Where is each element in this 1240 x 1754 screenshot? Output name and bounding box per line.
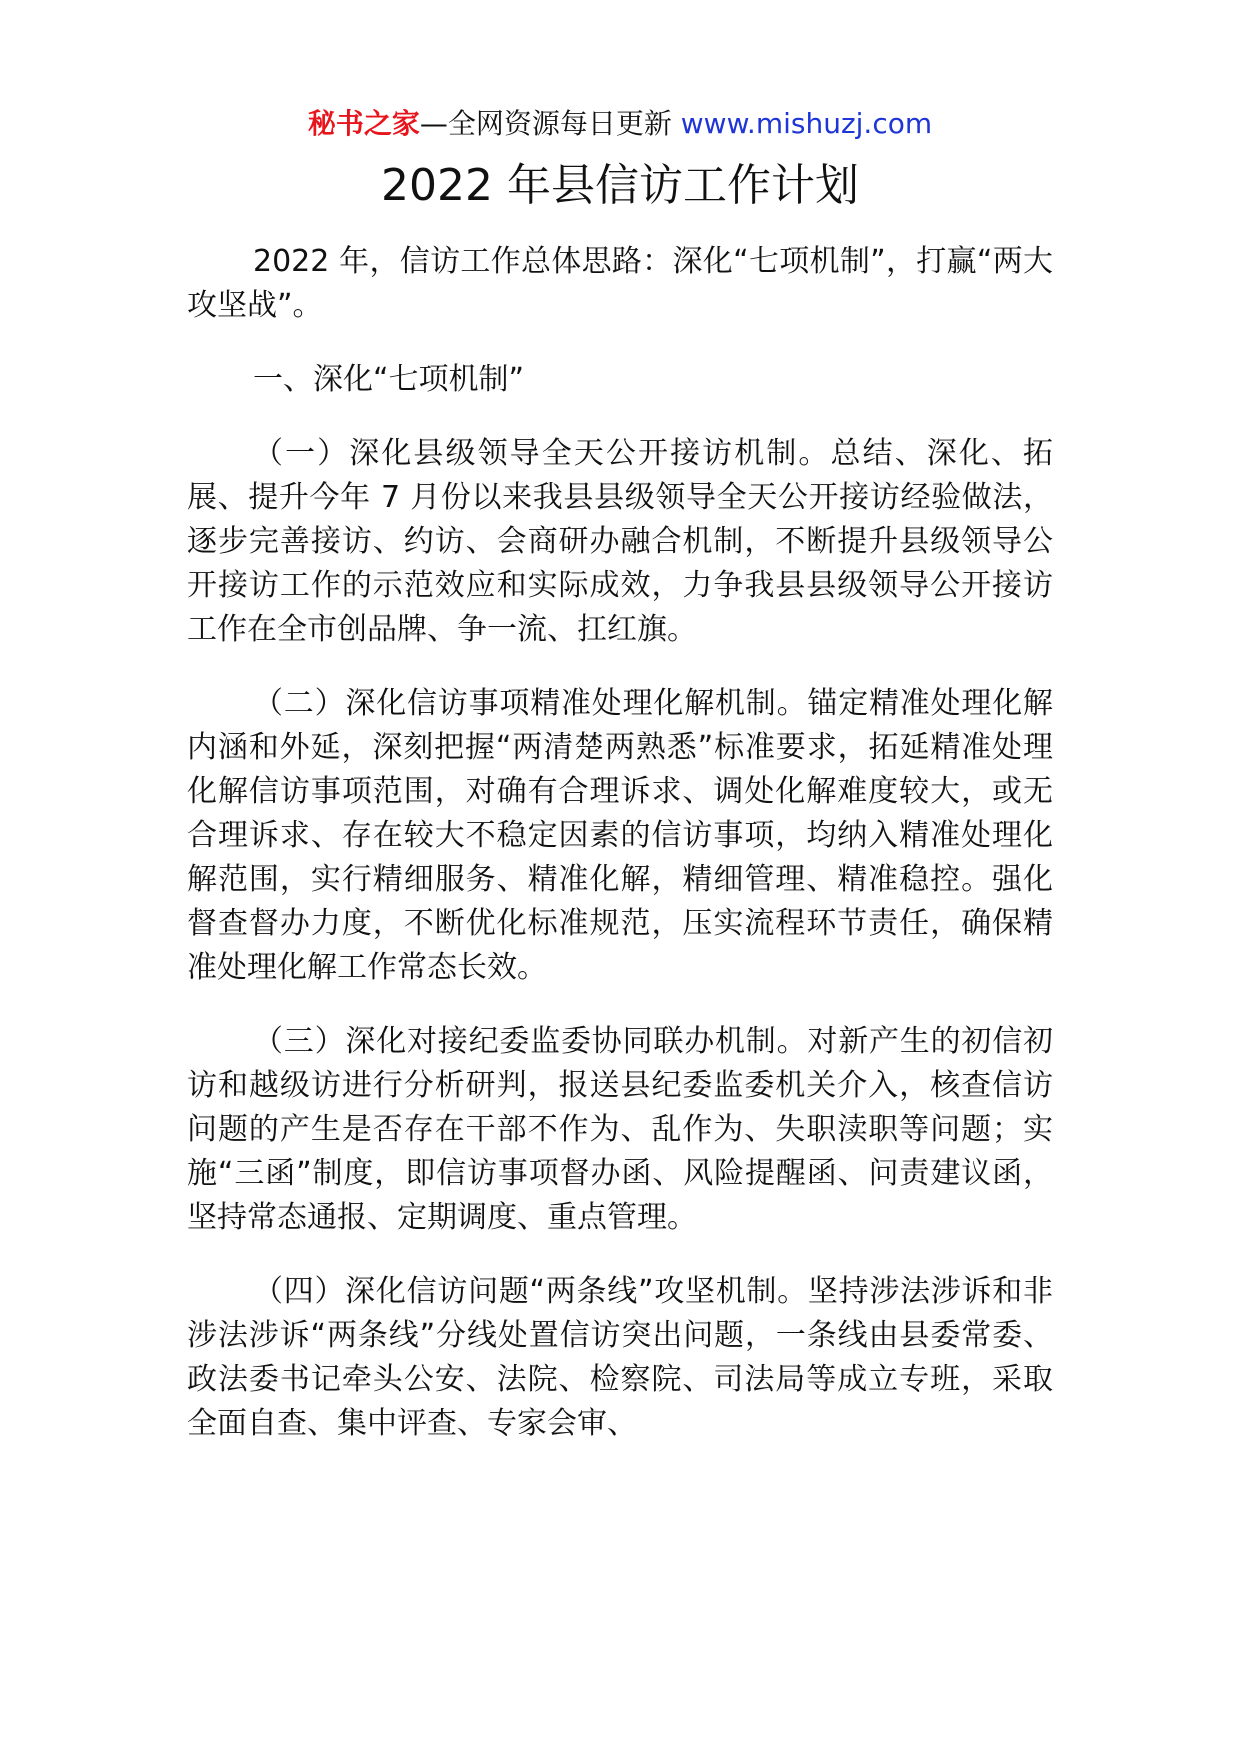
document-title: 2022 年县信访工作计划	[381, 160, 859, 211]
site-header	[0, 104, 1240, 144]
site-url[interactable]: www.mishuzj.com	[680, 107, 933, 140]
paragraph-item-2: （二）深化信访事项精准处理化解机制。锚定精准处理化解内涵和外延，深刻把握“两清楚两熟悉”标准要求，拓延精准处理化解信访事项范围，对确有合理诉求、调处化解难度较大，或无合理诉求、存在较大不稳定因素的信访事项，均纳入精准处理化解范围，实行精细服务、精准化解，精细管理、精准稳控。强化督查督办力度，不断优化标准规范，压实流程环节责任，确保精准处理化解工作常态长效。	[187, 686, 1053, 985]
section-heading: 一、深化“七项机制”	[253, 362, 525, 397]
paragraph-item-4: （四）深化信访问题“两条线”攻坚机制。坚持涉法涉诉和非涉法涉诉“两条线”分线处置信访突出问题，一条线由县委常委、政法委书记牵头公安、法院、检察院、司法局等成立专班，采取全面自查、集中评查、专家会审、	[187, 1274, 1053, 1441]
brand-name: 秘书之家	[307, 107, 420, 140]
document-body	[187, 240, 1053, 1476]
paragraph-item-1: （一）深化县级领导全天公开接访机制。总结、深化、拓展、提升今年 7 月份以来我县县级领导全天公开接访经验做法，逐步完善接访、约访、会商研办融合机制，不断提升县级领导公开接访工作的示范效应和实际成效，力争我县县级领导公开接访工作在全市创品牌、争一流、扛红旗。	[187, 436, 1053, 647]
paragraph-item-3: （三）深化对接纪委监委协同联办机制。对新产生的初信初访和越级访进行分析研判，报送县纪委监委机关介入，核查信访问题的产生是否存在干部不作为、乱作为、失职渎职等问题；实施“三函”制度，即信访事项督办函、风险提醒函、问责建议函，坚持常态通报、定期调度、重点管理。	[187, 1024, 1053, 1235]
intro-paragraph: 2022 年，信访工作总体思路：深化“七项机制”，打赢“两大攻坚战”。	[187, 244, 1053, 323]
site-tagline: —全网资源每日更新	[419, 107, 681, 140]
